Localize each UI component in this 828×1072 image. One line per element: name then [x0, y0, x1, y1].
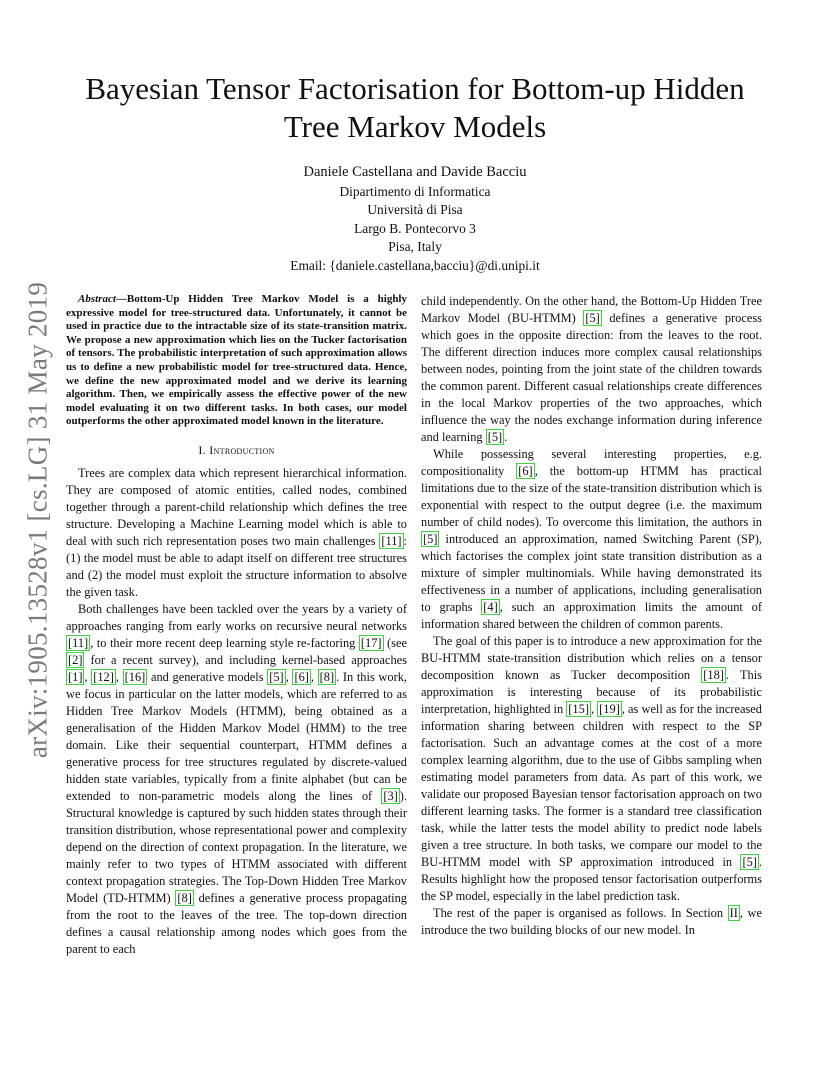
paragraph-text: .: [504, 430, 508, 444]
citation-link[interactable]: [5]: [423, 532, 438, 546]
affiliation-line: Dipartimento di Informatica: [339, 183, 491, 199]
paragraph-text: The rest of the paper is organised as follows. In Section: [433, 906, 728, 920]
paragraph: [421, 905, 762, 939]
citation-link[interactable]: [12]: [93, 669, 114, 684]
right-column: [421, 293, 762, 939]
affiliation-line: Pisa, Italy: [388, 239, 442, 255]
paragraph-text: defines a generative process propagating from the root to the leaves of the tree. The top-down direction defines a causal relationship among nodes which goes from the parent to each: [66, 890, 407, 956]
citation-link[interactable]: [5]: [487, 430, 503, 444]
abstract-label: Abstract: [78, 293, 116, 305]
citation-link[interactable]: [8]: [319, 669, 335, 684]
citation-link[interactable]: II: [729, 906, 738, 920]
paragraph-text: , to their more recent deep learning style re-factoring: [90, 635, 359, 650]
paragraph: [421, 446, 762, 633]
section-number: I.: [198, 442, 206, 457]
paragraph-text: Both challenges have been tackled over the years by a variety of approaches ranging from early works on recursive neural networks: [66, 601, 407, 633]
paragraph-text: , as well as for the increased information sharing between children with respect to the SP factorisation. Such an advantage comes at the cost of a more complex learning algorithm, due to the use of Gibbs sampling when estimating model parameters from data. As part of this work, we validate our proposed Bayesian tensor factorisation approach on two different learning tasks. The former is a standard tree classification task, while the latter tests the model ability to predict node labels given a tree structure. In both tasks, we compare our model to the BU-HTMM model with SP approximation introduced in: [421, 702, 762, 869]
paragraph-text: introduced an approximation, named Switching Parent (SP), which factorises the complex joint state transition distribution as a mixture of simpler multinomials. While having demonstrated its effectiveness in a number of applications, including generalisation to graphs: [421, 532, 762, 614]
affiliation-line: Largo B. Pontecorvo 3: [354, 220, 476, 236]
left-column: [66, 293, 407, 958]
paragraph-text: . In this work, we focus in particular on the latter models, which are referred to as Hidden Tree Markov Models (HTMM), being obtained as a generalisation of the Hidden Markov Model (HMM) to the tree domain. Like their sequential counterpart, HTMM defines a generative process for tree structures regulated by discrete-valued hidden state variables, typically from a finite alphabet (but can be extended to non-parametric models along the lines of: [66, 669, 407, 803]
paragraph: [421, 633, 762, 905]
citation-link[interactable]: [17]: [360, 635, 382, 650]
abstract: [66, 293, 407, 429]
paragraph-text: ). Structural knowledge is captured by such hidden states through their transition distribution, whose representational power and complexity depend on the direction of context propagation. In the literature, we mainly refer to two types of HTMM associated with different context propagation strategies. The Top-Down Hidden Tree Markov Model (TD-HTMM): [66, 788, 408, 905]
citation-link[interactable]: [16]: [124, 669, 146, 684]
right-body: [421, 293, 762, 939]
citation-link[interactable]: [18]: [703, 668, 724, 682]
paragraph-text: ,: [285, 669, 293, 684]
paragraph-text: and generative models: [147, 669, 268, 684]
paragraph: [421, 293, 762, 446]
citation-link[interactable]: [3]: [383, 788, 398, 803]
paragraph-text: ,: [590, 702, 598, 716]
paragraph: [66, 601, 407, 958]
section-heading: [66, 442, 407, 459]
paragraph-text: (see: [383, 635, 407, 650]
paragraph-text: Trees are complex data which represent hierarchical information. They are composed of atomic entities, called nodes, combined together through a parent-child relationship which defines the tree structure. Developing a Machine Learning model which is able to deal with such rich representation poses two main challenges: [66, 465, 407, 548]
citation-link[interactable]: [8]: [177, 890, 192, 905]
affiliation-line: Università di Pisa: [367, 202, 463, 218]
paragraph-text: . Results highlight how the proposed tensor factorisation outperforms the SP model, especially in the label prediction task.: [421, 855, 762, 903]
section-title: Introduction: [209, 442, 275, 457]
paragraph-text: , the bottom-up HTMM has practical limitations due to the size of the state-transition distribution which is exponential with respect to the output degree (i.e. the maximum number of child nodes). To overcome this limitation, the authors in: [421, 464, 762, 529]
paragraph-text: , such an approximation limits the amount of information shared between the children of common parents.: [421, 600, 762, 631]
paragraph-text: The goal of this paper is to introduce a new approximation for the BU-HTMM state-transition distribution which relies on a tensor decomposition known as Tucker decomposition: [421, 634, 762, 682]
citation-link[interactable]: [19]: [599, 702, 620, 716]
paragraph-text: : (1) the model must be able to adapt itself on different tree structures and (2) the model must exploit the structure information to absolve the given task.: [66, 533, 407, 599]
citation-link[interactable]: [2]: [68, 652, 83, 667]
author-block: [200, 163, 630, 276]
paragraph-text: defines a generative process which goes in the opposite direction: from the leaves to the root. The different direction induces more complex causal relationships between nodes, pointing from the joint state of the children towards the common parent. Different casual relationships create differences in the local Markov properties of the two approaches, which influence the way the nodes exchange information during inference and learning: [421, 311, 762, 444]
abstract-text: —Bottom-Up Hidden Tree Markov Model is a highly expressive model for tree-structured data. Unfortunately, it cannot be used in practice due to the intractable size of its state-transition matrix. We propose a new approximation which lies on the Tucker factorisation of tensors. The probabilistic interpretation of such approximation allows us to define a new probabilistic model for tree-structured data. Hence, we define the new approximated model and we derive its learning algorithm. Then, we empirically assess the effective power of the new model evaluating it on two different tasks. In both cases, our model outperforms the other approximated model known in the literature.: [66, 293, 407, 428]
paragraph-text: ,: [310, 669, 318, 684]
paragraph: [66, 465, 407, 601]
citation-link[interactable]: [5]: [742, 855, 757, 869]
author-names: Daniele Castellana and Davide Bacciu: [303, 164, 527, 180]
citation-link[interactable]: [6]: [518, 464, 533, 478]
paragraph-text: While possessing several interesting properties, e.g. compositionality: [421, 447, 762, 478]
paragraph-text: . This approximation is interesting because of its probabilistic interpretation, highlighted in: [421, 668, 762, 716]
paragraph-text: child independently. On the other hand, the Bottom-Up Hidden Tree Markov Model (BU-HTMM): [421, 294, 762, 325]
citation-link[interactable]: [4]: [483, 600, 498, 614]
author-email: Email: {daniele.castellana,bacciu}@di.unipi.it: [290, 257, 540, 273]
citation-link[interactable]: [1]: [68, 669, 83, 684]
citation-link[interactable]: [6]: [294, 669, 309, 684]
left-body: [66, 465, 407, 958]
citation-link[interactable]: [11]: [381, 533, 402, 548]
citation-link[interactable]: [11]: [68, 635, 89, 650]
paragraph-text: , we introduce the two building blocks of our new model. In: [421, 906, 762, 937]
citation-link[interactable]: [5]: [585, 311, 600, 325]
citation-link[interactable]: [15]: [568, 702, 589, 716]
paragraph-text: for a recent survey), and including kernel-based approaches: [84, 652, 407, 667]
citation-link[interactable]: [5]: [269, 669, 284, 684]
paper-title: Bayesian Tensor Factorisation for Bottom-up Hidden Tree Markov Models: [85, 71, 745, 144]
arxiv-id: arXiv:1905.13528v1 [cs.LG] 31 May 2019: [22, 281, 53, 759]
paragraph-text: ,: [115, 669, 123, 684]
arxiv-stamp: [20, 280, 56, 760]
paragraph-text: ,: [84, 669, 92, 684]
